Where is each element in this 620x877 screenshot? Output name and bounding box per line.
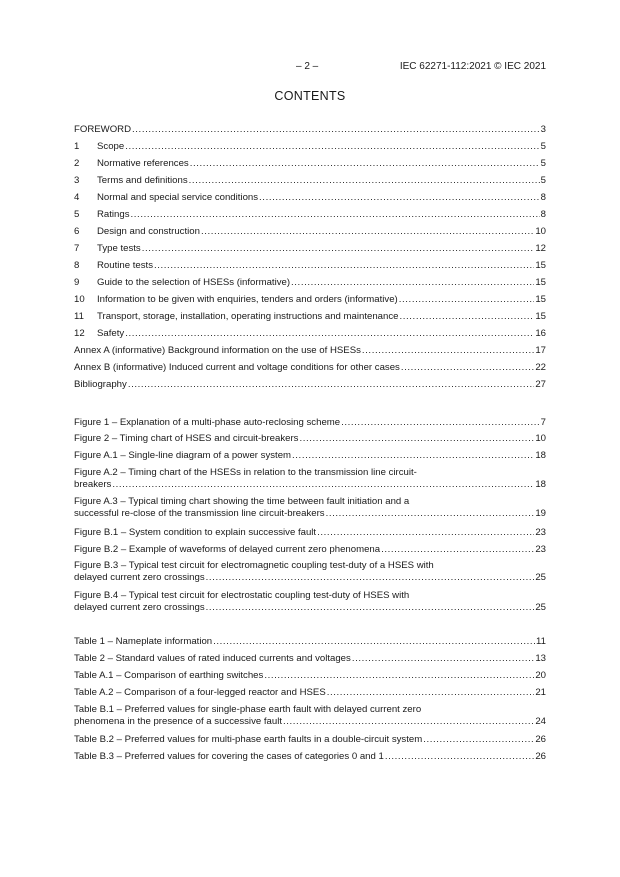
figure-entry[interactable]: Figure B.4 – Typical test circuit for electrostatic coupling test-duty of HSES with delayed current zero crossings ..... 25 bbox=[74, 590, 546, 614]
page-title: CONTENTS bbox=[274, 89, 346, 103]
toc-entry-service-conditions[interactable]: 4 Normal and special service conditions ..... 8 bbox=[74, 192, 546, 204]
toc-entry-type-tests[interactable]: 7 Type tests ..... 12 bbox=[74, 243, 546, 255]
toc-entry-bibliography[interactable]: Bibliography ..... 27 bbox=[74, 379, 546, 391]
table-entry[interactable]: Table B.3 – Preferred values for covering the cases of categories 0 and 1 ..... 26 bbox=[74, 751, 546, 763]
table-entry[interactable]: Table B.1 – Preferred values for single-phase earth fault with delayed current zero phenomena in the presence of a successive fault ..... 24 bbox=[74, 704, 546, 728]
figure-entry[interactable]: Figure A.2 – Timing chart of the HSESs in relation to the transmission line circuit- breakers ..... 18 bbox=[74, 467, 546, 491]
figure-entry[interactable]: Figure 2 – Timing chart of HSES and circuit-breakers ..... 10 bbox=[74, 433, 546, 445]
toc-entry-transport-maintenance[interactable]: 11 Transport, storage, installation, operating instructions and maintenance ..... 15 bbox=[74, 311, 546, 323]
table-entry[interactable]: Table 1 – Nameplate information ..... 11 bbox=[74, 636, 546, 648]
page-number: – 2 – bbox=[296, 61, 319, 72]
toc-entry-ratings[interactable]: 5 Ratings ..... 8 bbox=[74, 209, 546, 221]
page-header bbox=[0, 61, 620, 75]
figure-entry[interactable]: Figure 1 – Explanation of a multi-phase auto-reclosing scheme ..... 7 bbox=[74, 417, 546, 429]
toc-entry-annex-a[interactable]: Annex A (informative) Background information on the use of HSESs ..... 17 bbox=[74, 345, 546, 357]
toc-entry-normative-references[interactable]: 2 Normative references ..... 5 bbox=[74, 158, 546, 170]
figure-entry[interactable]: Figure B.3 – Typical test circuit for electromagnetic coupling test-duty of a HSES with delayed current zero crossings ..... 25 bbox=[74, 560, 546, 584]
toc-entry-annex-b[interactable]: Annex B (informative) Induced current and voltage conditions for other cases ..... 22 bbox=[74, 362, 546, 374]
figure-entry[interactable]: Figure B.2 – Example of waveforms of delayed current zero phenomena ..... 23 bbox=[74, 544, 546, 556]
figure-entry[interactable]: Figure B.1 – System condition to explain successive fault ..... 23 bbox=[74, 527, 546, 539]
figure-entry[interactable]: Figure A.1 – Single-line diagram of a power system ..... 18 bbox=[74, 450, 546, 462]
table-entry[interactable]: Table 2 – Standard values of rated induced currents and voltages ..... 13 bbox=[74, 653, 546, 665]
toc-entry-design-construction[interactable]: 6 Design and construction ..... 10 bbox=[74, 226, 546, 238]
toc-entry-scope[interactable]: 1 Scope ..... 5 bbox=[74, 141, 546, 153]
table-entry[interactable]: Table A.1 – Comparison of earthing switches ..... 20 bbox=[74, 670, 546, 682]
toc-entry-selection-guide[interactable]: 9 Guide to the selection of HSESs (informative) ..... 15 bbox=[74, 277, 546, 289]
toc-entry-foreword[interactable]: FOREWORD ..... 3 bbox=[74, 124, 546, 136]
toc-entry-enquiries-information[interactable]: 10 Information to be given with enquiries, tenders and orders (informative) ..... 15 bbox=[74, 294, 546, 306]
toc-entry-routine-tests[interactable]: 8 Routine tests ..... 15 bbox=[74, 260, 546, 272]
standard-reference: IEC 62271-112:2021 © IEC 2021 bbox=[399, 61, 546, 72]
table-entry[interactable]: Table B.2 – Preferred values for multi-phase earth faults in a double-circuit system ..... 26 bbox=[74, 734, 546, 746]
table-entry[interactable]: Table A.2 – Comparison of a four-legged reactor and HSES ..... 21 bbox=[74, 687, 546, 699]
toc-entry-terms-definitions[interactable]: 3 Terms and definitions ..... 5 bbox=[74, 175, 546, 187]
figure-entry[interactable]: Figure A.3 – Typical timing chart showing the time between fault initiation and a successful re-close of the transmission line circuit-breakers ..... 19 bbox=[74, 496, 546, 520]
toc-entry-safety[interactable]: 12 Safety ..... 16 bbox=[74, 328, 546, 340]
